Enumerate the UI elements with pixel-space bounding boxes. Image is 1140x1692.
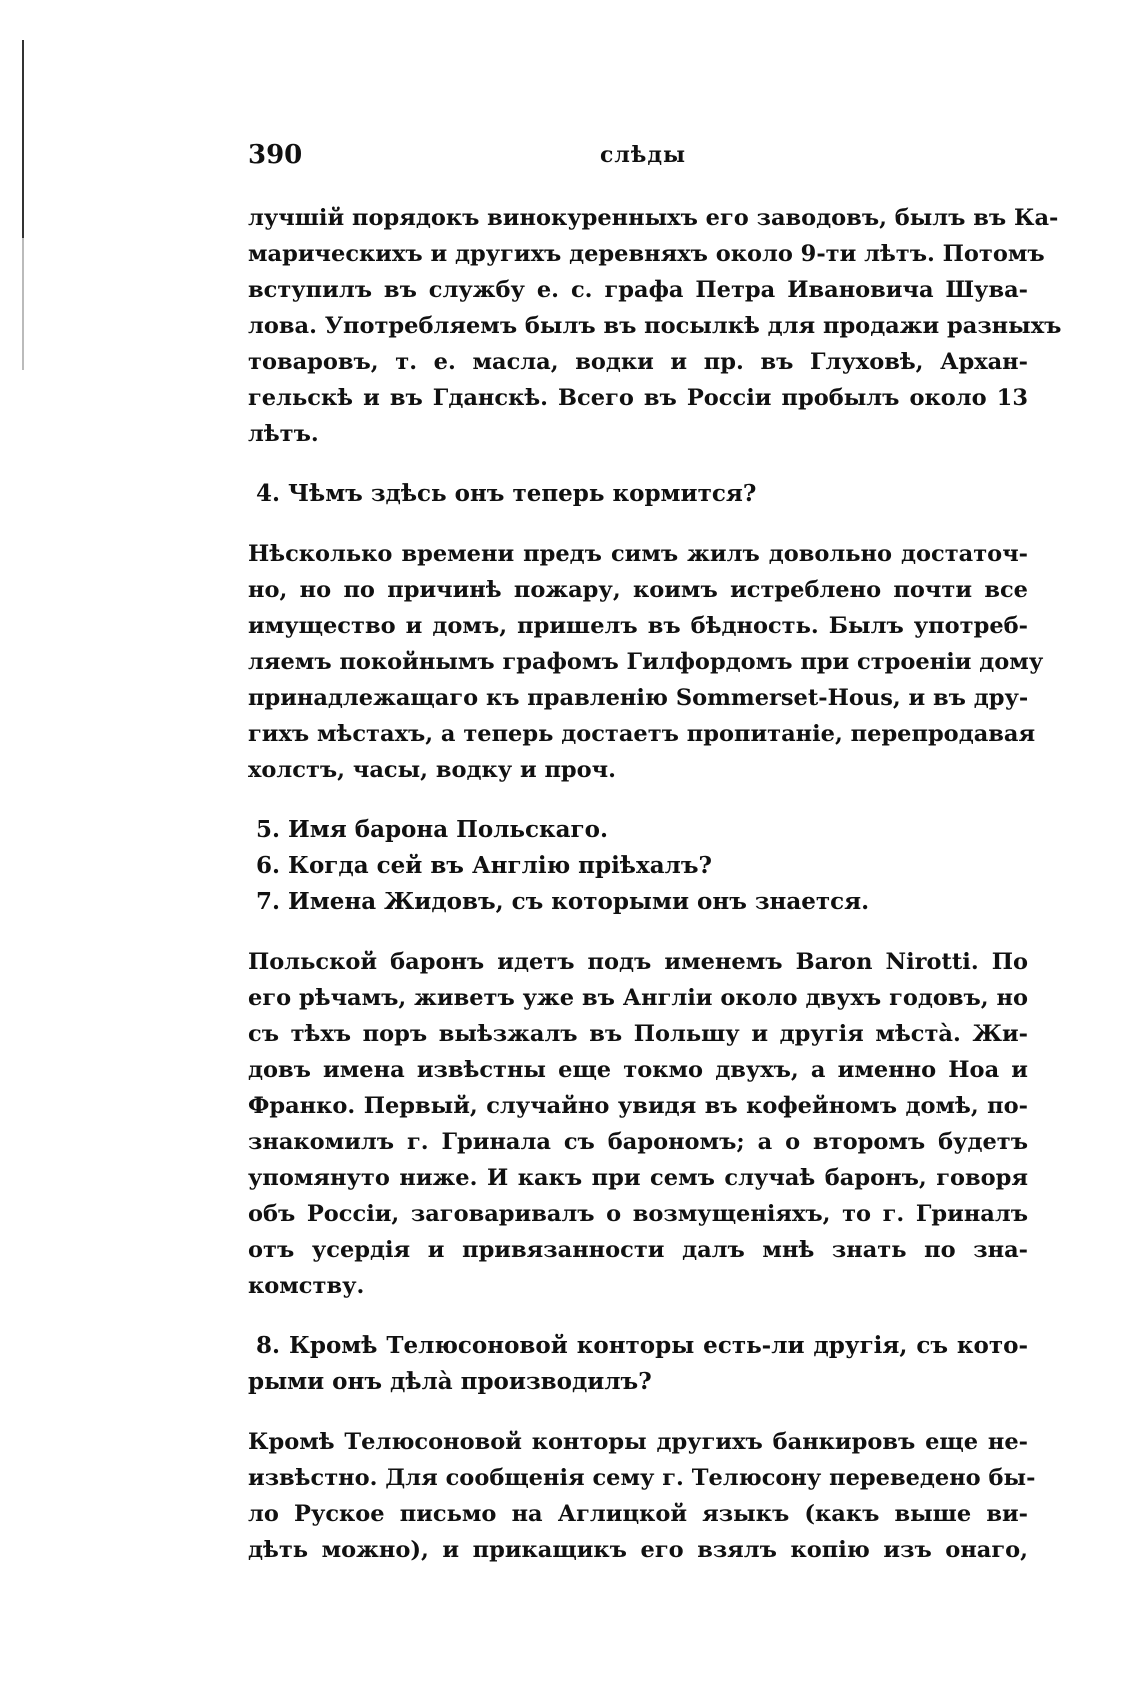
- text-line: вступилъ въ службу е. с. графа Петра Ивановича Шува-: [248, 277, 1028, 303]
- paragraph-1: [248, 200, 1062, 452]
- margin-rule: [22, 40, 24, 370]
- paragraph-4: [248, 1424, 1036, 1568]
- text-line: гихъ мѣстахъ, а теперь достаетъ пропитаніе, перепродавая: [248, 721, 1036, 747]
- text-line: ляемъ покойнымъ графомъ Гилфордомъ при строеніи дому: [248, 649, 1044, 675]
- text-line: объ Россіи, заговаривалъ о возмущеніяхъ, то г. Гриналъ: [248, 1201, 1028, 1227]
- text-line: имущество и домъ, пришелъ въ бѣдность. Былъ употреб-: [248, 613, 1028, 639]
- page-body: [248, 200, 1062, 1568]
- text-line: холстъ, часы, водку и проч.: [248, 757, 616, 783]
- text-line: товаровъ, т. е. масла, водки и пр. въ Глуховѣ, Архан-: [248, 349, 1028, 375]
- text-line: упомянуто ниже. И какъ при семъ случаѣ баронъ, говоря: [248, 1165, 1028, 1191]
- text-line: ло Руское письмо на Аглицкой языкъ (какъ выше ви-: [248, 1501, 1028, 1527]
- text-line: дѣть можно), и прикащикъ его взялъ копію изъ онаго,: [248, 1537, 1028, 1563]
- paragraph-2: [248, 536, 1044, 788]
- text-line: отъ усердія и привязанности далъ мнѣ знать по зна-: [248, 1237, 1028, 1263]
- question-8: [248, 1328, 1028, 1400]
- text-line: его рѣчамъ, живетъ уже въ Англіи около двухъ годовъ, но: [248, 985, 1028, 1011]
- text-line: съ тѣхъ поръ выѣзжалъ въ Польшу и другія мѣста̀. Жи-: [248, 1021, 1028, 1047]
- question-7: 7. Имена Жидовъ, съ которыми онъ знается.: [256, 888, 870, 915]
- text-line: комству.: [248, 1273, 365, 1299]
- text-line: лѣтъ.: [248, 421, 319, 447]
- running-head: слѣды: [600, 142, 687, 168]
- text-line: гельскѣ и въ Гданскѣ. Всего въ Россіи пробылъ около 13: [248, 385, 1028, 411]
- text-line: принадлежащаго къ правленію Sommerset-Hous, и въ дру-: [248, 685, 1029, 711]
- page-number: 390: [248, 140, 303, 170]
- text-line: Франко. Первый, случайно увидя въ кофейномъ домѣ, по-: [248, 1093, 1028, 1119]
- text-line: лучшій порядокъ винокуренныхъ его заводовъ, былъ въ Ка-: [248, 205, 1059, 231]
- text-line: знакомилъ г. Гринала съ барономъ; а о второмъ будетъ: [248, 1129, 1028, 1155]
- text-line: извѣстно. Для сообщенія сему г. Телюсону переведено бы-: [248, 1465, 1036, 1491]
- question-6: 6. Когда сей въ Англію пріѣхалъ?: [256, 852, 712, 879]
- text-line: Нѣсколько времени предъ симъ жилъ довольно достаточ-: [248, 541, 1028, 567]
- text-line: рыми онъ дѣла̀ производилъ?: [248, 1368, 652, 1395]
- text-line: но, но по причинѣ пожару, коимъ истреблено почти все: [248, 577, 1028, 603]
- text-line: Польской баронъ идетъ подъ именемъ Baron Nirotti. По: [248, 949, 1028, 975]
- question-5: 5. Имя барона Польскаго.: [256, 816, 608, 843]
- text-line: марическихъ и другихъ деревняхъ около 9-ти лѣтъ. Потомъ: [248, 241, 1045, 267]
- text-line: лова. Употребляемъ былъ въ посылкѣ для продажи разныхъ: [248, 313, 1062, 339]
- text-line: 8. Кромѣ Телюсоновой конторы есть-ли другія, съ кото-: [256, 1332, 1028, 1359]
- paragraph-3: [248, 944, 1028, 1304]
- page-header: [248, 140, 1028, 180]
- text-line: довъ имена извѣстны еще токмо двухъ, а именно Ноа и: [248, 1057, 1028, 1083]
- text-line: Кромѣ Телюсоновой конторы другихъ банкировъ еще не-: [248, 1429, 1028, 1455]
- question-4: 4. Чѣмъ здѣсь онъ теперь кормится?: [256, 480, 757, 507]
